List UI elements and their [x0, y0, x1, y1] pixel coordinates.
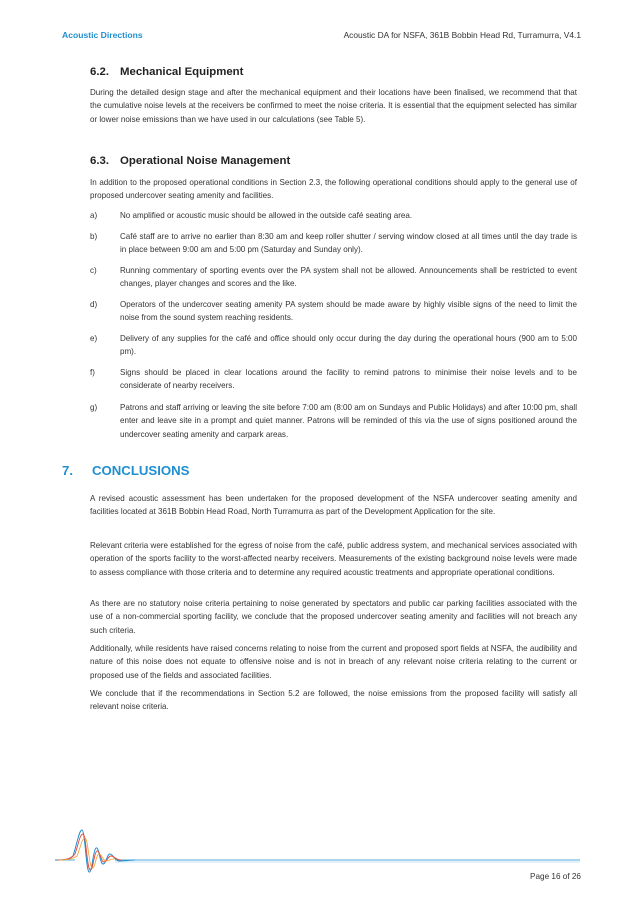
list-item-text: Running commentary of sporting events over the PA system shall not be allowed. Announcements shall be restricted to event changes, player changes and scores and the like.: [120, 266, 577, 289]
page-header: [62, 30, 581, 44]
conclusions-paragraph: Relevant criteria were established for the egress of noise from the café, public address system, and mechanical services associated with operation of the sports facility to the worst-affected nearby receivers. Measurements of the existing background noise levels were made to assess compliance with those criteria and to determine any required acoustic treatments and appropriate operational conditions.: [90, 541, 577, 577]
list-item: [90, 230, 577, 257]
waveform-blue: [55, 830, 135, 872]
list-item-text: Patrons and staff arriving or leaving the site before 7:00 am (8:00 am on Sundays and Public Holidays) and after 10:00 pm, shall enter and leave site in a prompt and quiet manner. Patrons will be reminded of this via the use of signs positioned around the undercover seating amenity and carpark areas.: [120, 403, 577, 439]
footer-waveform-logo: [55, 826, 585, 878]
list-item: [90, 209, 577, 222]
section-number: 6.2.: [90, 66, 109, 78]
page-number: Page 16 of 26: [530, 872, 581, 881]
section-6-3-intro: In addition to the proposed operational conditions in Section 2.3, the following operational conditions should apply to the general use of proposed undercover seating amenity and facilities.: [90, 178, 577, 201]
section-heading-6-3: [90, 155, 290, 167]
document-title: Acoustic DA for NSFA, 361B Bobbin Head Rd, Turramurra, V4.1: [343, 30, 581, 40]
list-item-text: Signs should be placed in clear locations around the facility to remind patrons to minimise their noise levels and to be considerate of nearby receivers.: [120, 368, 577, 391]
conclusions-heading: [62, 463, 189, 478]
list-item-text: No amplified or acoustic music should be allowed in the outside café seating area.: [120, 211, 413, 220]
section-title: CONCLUSIONS: [92, 463, 190, 478]
conclusions-paragraph: Additionally, while residents have raised concerns relating to noise from the current and proposed sport fields at NSFA, the audibility and nature of this noise does not equate to offensive noise and is not in breach of any relevant noise criteria relating to the current or proposed use of the fields and associated facilities.: [90, 644, 577, 680]
list-item-label: d): [90, 300, 98, 309]
list-item-label: f): [90, 368, 95, 377]
list-item-label: b): [90, 232, 98, 241]
waveform-red: [57, 834, 121, 870]
list-item-label: a): [90, 211, 98, 220]
list-item-text: Café staff are to arrive no earlier than 8:30 am and keep roller shutter / serving window closed at all times until the day trade is in place between 9:00 am and 5:00 pm (Saturday and Sunday only).: [120, 232, 577, 255]
list-item-text: Operators of the undercover seating amenity PA system should be made aware by highly visible signs of the need to limit the noise from the sound system reaching residents.: [120, 300, 577, 323]
conclusions-paragraph: As there are no statutory noise criteria pertaining to noise generated by spectators and public car parking facilities associated with the use of a non-commercial sporting facility, we conclude that the proposed undercover seating amenity and facilities will not breach any such criteria.: [90, 599, 577, 635]
section-title: Operational Noise Management: [120, 155, 291, 167]
section-number: 6.3.: [90, 155, 109, 167]
company-brand: Acoustic Directions: [62, 30, 143, 40]
conclusions-paragraph: We conclude that if the recommendations in Section 5.2 are followed, the noise emissions from the proposed facility will satisfy all relevant noise criteria.: [90, 689, 577, 712]
list-item: [90, 264, 577, 291]
list-item-text: Delivery of any supplies for the café and office should only occur during the day during the operational hours (900 am to 5:00 pm).: [120, 334, 577, 357]
section-heading-6-2: [90, 66, 243, 78]
list-item: [90, 401, 577, 441]
list-item-label: g): [90, 403, 98, 412]
section-title: Mechanical Equipment: [120, 66, 244, 78]
list-item: [90, 332, 577, 359]
list-item: [90, 366, 577, 393]
list-item-label: c): [90, 266, 97, 275]
list-item-label: e): [90, 334, 98, 343]
conclusions-paragraph: A revised acoustic assessment has been undertaken for the proposed development of the NSFA undercover seating amenity and facilities located at 361B Bobbin Head Road, North Turramurra as part of the Development Application for the site.: [90, 494, 577, 517]
list-item: [90, 298, 577, 325]
section-6-2-body: During the detailed design stage and after the mechanical equipment and their locations have been finalised, we recommend that that the cumulative noise levels at the receivers be confirmed to meet the noise criteria. It is essential that the equipment selected has similar or lower noise emissions than we have used in our calculations (see Table 5).: [90, 88, 577, 124]
section-number: 7.: [62, 463, 73, 478]
